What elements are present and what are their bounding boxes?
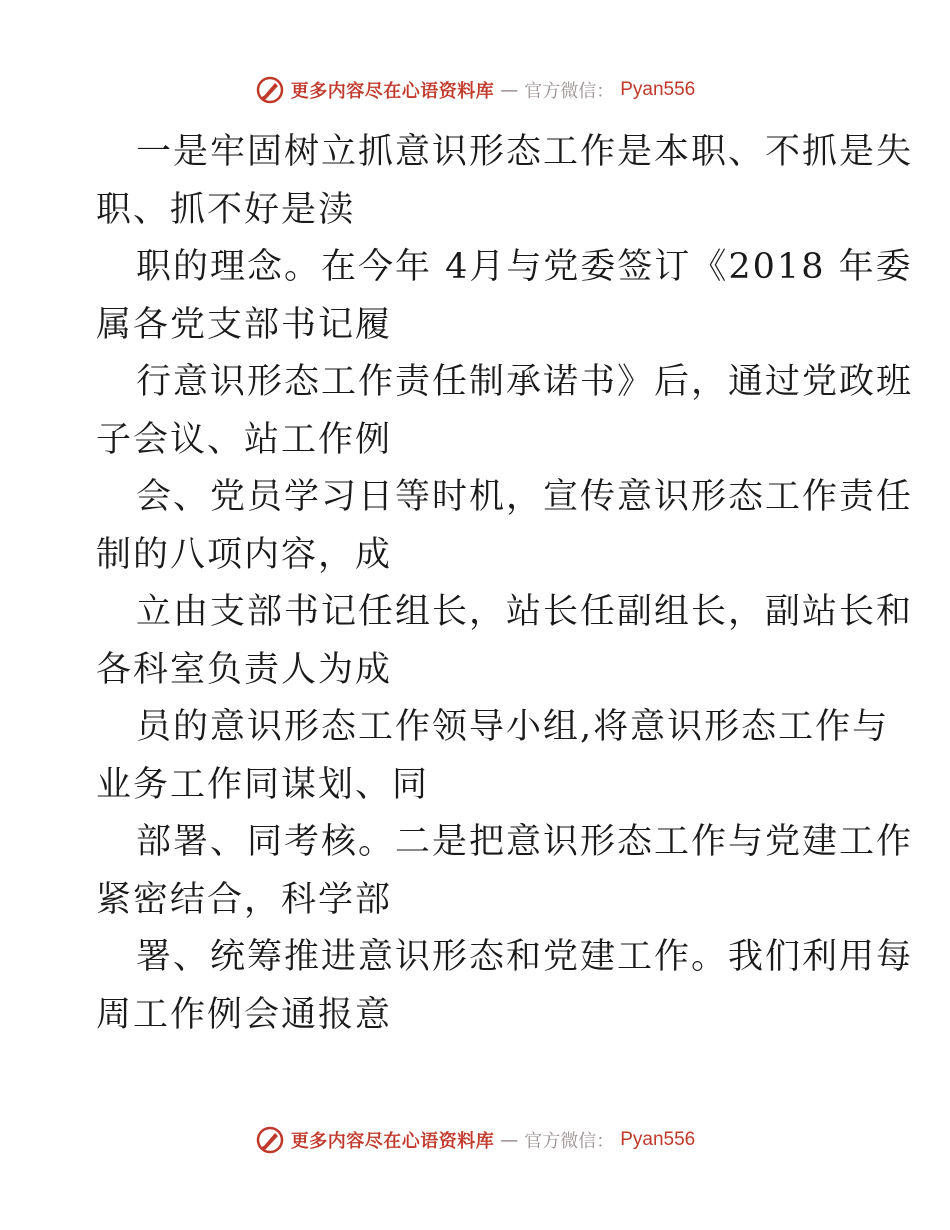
text-line: 员的意识形态工作领导小组,将意识形态工作与 [136,707,890,747]
banner-brand-text: 更多内容尽在心语资料库 [290,81,495,102]
text-line: 各科室负责人为成 [96,649,393,690]
text-line: 部署、同考核。二是把意识形态工作与党建工作 [136,822,914,862]
text-line: 署、统筹推进意识形态和党建工作。我们利用每 [136,937,914,977]
banner-wechat-label: 官方微信： [524,1131,615,1152]
text-line: 职的理念。在今年 4月与党委签订《2018 年委 [136,247,913,287]
text-line: 职、抓不好是渎 [96,189,356,230]
brand-logo-icon [255,75,285,105]
banner-brand-text: 更多内容尽在心语资料库 [290,1131,495,1152]
footer-banner [0,1120,950,1160]
banner-wechat-id: Pyan556 [620,1129,696,1150]
text-line: 属各党支部书记履 [96,304,393,345]
text-line: 立由支部书记任组长，站长任副组长，副站长和 [136,592,914,632]
header-banner [0,70,950,110]
banner-separator: — [500,1129,519,1151]
text-line: 制的八项内容，成 [96,534,393,575]
banner-wechat-label: 官方微信： [524,81,615,102]
text-line: 行意识形态工作责任制承诺书》后，通过党政班 [136,362,914,402]
text-line: 业务工作同谋划、同 [96,764,430,805]
document-body [96,124,914,1044]
text-line: 周工作例会通报意 [96,994,393,1035]
banner-separator: — [500,79,519,101]
text-line: 会、党员学习日等时机，宣传意识形态工作责任 [136,477,914,517]
text-line: 紧密结合，科学部 [96,879,393,920]
brand-logo-icon [255,1125,285,1155]
text-line: 一是牢固树立抓意识形态工作是本职、不抓是失 [136,132,914,172]
banner-wechat-id: Pyan556 [620,79,696,100]
text-line: 子会议、站工作例 [96,419,393,460]
